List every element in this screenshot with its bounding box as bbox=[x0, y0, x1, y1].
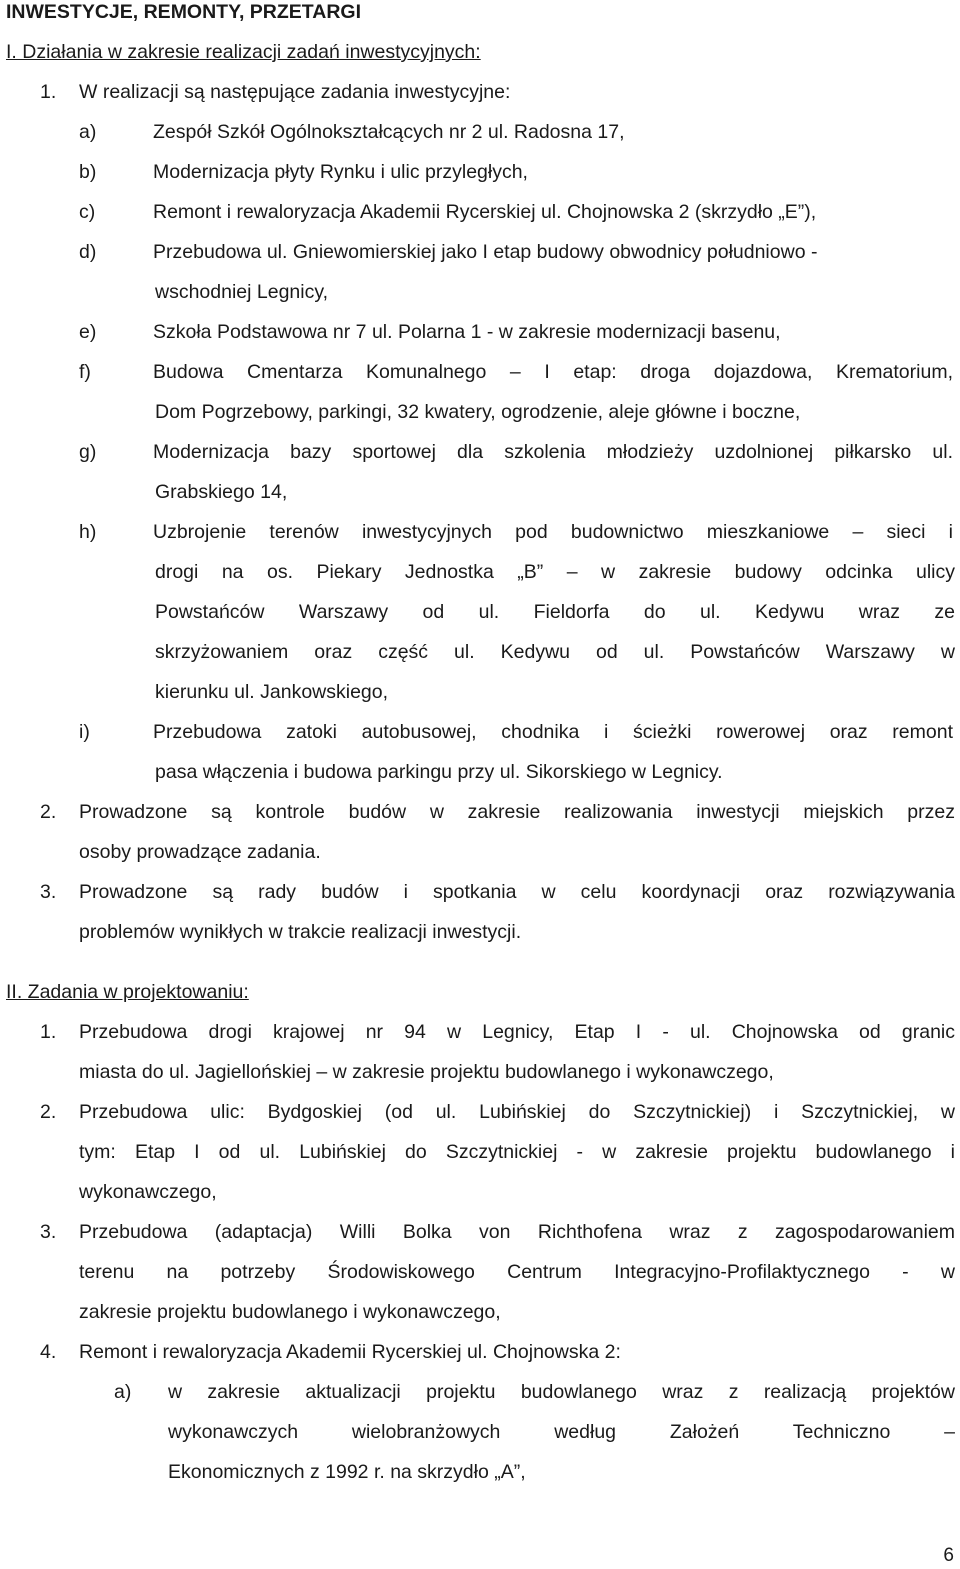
item-number: 1. bbox=[40, 81, 57, 103]
subitem-text-continued: wykonawczych wielobranżowych według Założeń Techniczno – bbox=[168, 1421, 955, 1443]
item-number: 1. bbox=[40, 1021, 57, 1043]
item-number: 4. bbox=[40, 1341, 57, 1363]
item-number: 2. bbox=[40, 801, 57, 823]
item-text: Przebudowa (adaptacja) Willi Bolka von Richthofena wraz z zagospodarowaniem bbox=[79, 1221, 955, 1243]
item-text-continued: tym: Etap I od ul. Lubińskiej do Szczytnickiej - w zakresie projektu budowlanego i bbox=[79, 1141, 955, 1163]
page-number: 6 bbox=[943, 1545, 954, 1566]
subitem-text-continued: Grabskiego 14, bbox=[155, 481, 288, 503]
item-text-continued: problemów wynikłych w trakcie realizacji inwestycji. bbox=[79, 921, 522, 943]
subitem-letter: g) bbox=[79, 441, 97, 463]
subitem-letter: i) bbox=[79, 721, 90, 743]
subitem-text-continued: drogi na os. Piekary Jednostka „B” – w zakresie budowy odcinka ulicy bbox=[155, 561, 955, 583]
item-text-continued: miasta do ul. Jagiellońskiej – w zakresie projektu budowlanego i wykonawczego, bbox=[79, 1061, 774, 1083]
subitem-text-continued: Dom Pogrzebowy, parkingi, 32 kwatery, ogrodzenie, aleje główne i boczne, bbox=[155, 401, 801, 423]
item-text: Przebudowa ulic: Bydgoskiej (od ul. Lubińskiej do Szczytnickiej) i Szczytnickiej, w bbox=[79, 1101, 955, 1123]
item-text: Prowadzone są kontrole budów w zakresie realizowania inwestycji miejskich przez bbox=[79, 801, 955, 823]
subitem-text-continued: skrzyżowaniem oraz część ul. Kedywu od ul. Powstańców Warszawy w bbox=[155, 641, 955, 663]
subitem-text: Modernizacja bazy sportowej dla szkolenia młodzieży uzdolnionej piłkarsko ul. bbox=[153, 441, 953, 463]
item-text: Przebudowa drogi krajowej nr 94 w Legnicy, Etap I - ul. Chojnowska od granic bbox=[79, 1021, 955, 1043]
section-2-heading: II. Zadania w projektowaniu: bbox=[6, 981, 249, 1003]
subitem-letter: h) bbox=[79, 521, 97, 543]
subitem-text: Uzbrojenie terenów inwestycyjnych pod budownictwo mieszkaniowe – sieci i bbox=[153, 521, 953, 543]
subitem-text: Budowa Cmentarza Komunalnego – I etap: droga dojazdowa, Krematorium, bbox=[153, 361, 953, 383]
subitem-letter: c) bbox=[79, 201, 96, 223]
subitem-letter: a) bbox=[114, 1381, 132, 1403]
item-text: Remont i rewaloryzacja Akademii Rycerskiej ul. Chojnowska 2: bbox=[79, 1341, 621, 1363]
subitem-text: Przebudowa ul. Gniewomierskiej jako I etap budowy obwodnicy południowo - bbox=[153, 241, 818, 263]
subitem-text: Remont i rewaloryzacja Akademii Rycerskiej ul. Chojnowska 2 (skrzydło „E”), bbox=[153, 201, 817, 223]
item-text-continued: wykonawczego, bbox=[79, 1181, 217, 1203]
subitem-letter: b) bbox=[79, 161, 97, 183]
item-number: 3. bbox=[40, 1221, 57, 1243]
subitem-letter: e) bbox=[79, 321, 97, 343]
subitem-text: Modernizacja płyty Rynku i ulic przyległych, bbox=[153, 161, 528, 183]
subitem-text-continued: kierunku ul. Jankowskiego, bbox=[155, 681, 389, 703]
subitem-letter: f) bbox=[79, 361, 91, 383]
subitem-text-continued: Ekonomicznych z 1992 r. na skrzydło „A”, bbox=[168, 1461, 526, 1483]
item-text-continued: osoby prowadzące zadania. bbox=[79, 841, 321, 863]
item-text-continued: terenu na potrzeby Środowiskowego Centrum Integracyjno-Profilaktycznego - w bbox=[79, 1261, 955, 1283]
item-number: 2. bbox=[40, 1101, 57, 1123]
subitem-text-continued: wschodniej Legnicy, bbox=[155, 281, 329, 303]
subitem-letter: a) bbox=[79, 121, 97, 143]
item-text: W realizacji są następujące zadania inwestycyjne: bbox=[79, 81, 511, 103]
item-text: Prowadzone są rady budów i spotkania w celu koordynacji oraz rozwiązywania bbox=[79, 881, 955, 903]
subitem-text-continued: pasa włączenia i budowa parkingu przy ul. Sikorskiego w Legnicy. bbox=[155, 761, 723, 783]
subitem-text: Szkoła Podstawowa nr 7 ul. Polarna 1 - w zakresie modernizacji basenu, bbox=[153, 321, 781, 343]
item-number: 3. bbox=[40, 881, 57, 903]
subitem-text: w zakresie aktualizacji projektu budowlanego wraz z realizacją projektów bbox=[168, 1381, 955, 1403]
subitem-letter: d) bbox=[79, 241, 97, 263]
subitem-text: Zespół Szkół Ogólnokształcących nr 2 ul. Radosna 17, bbox=[153, 121, 625, 143]
subitem-text-continued: Powstańców Warszawy od ul. Fieldorfa do ul. Kedywu wraz ze bbox=[155, 601, 955, 623]
item-text-continued: zakresie projektu budowlanego i wykonawczego, bbox=[79, 1301, 501, 1323]
document-title: INWESTYCJE, REMONTY, PRZETARGI bbox=[6, 1, 361, 23]
subitem-text: Przebudowa zatoki autobusowej, chodnika i ścieżki rowerowej oraz remont bbox=[153, 721, 953, 743]
section-1-heading: I. Działania w zakresie realizacji zadań inwestycyjnych: bbox=[6, 41, 481, 63]
